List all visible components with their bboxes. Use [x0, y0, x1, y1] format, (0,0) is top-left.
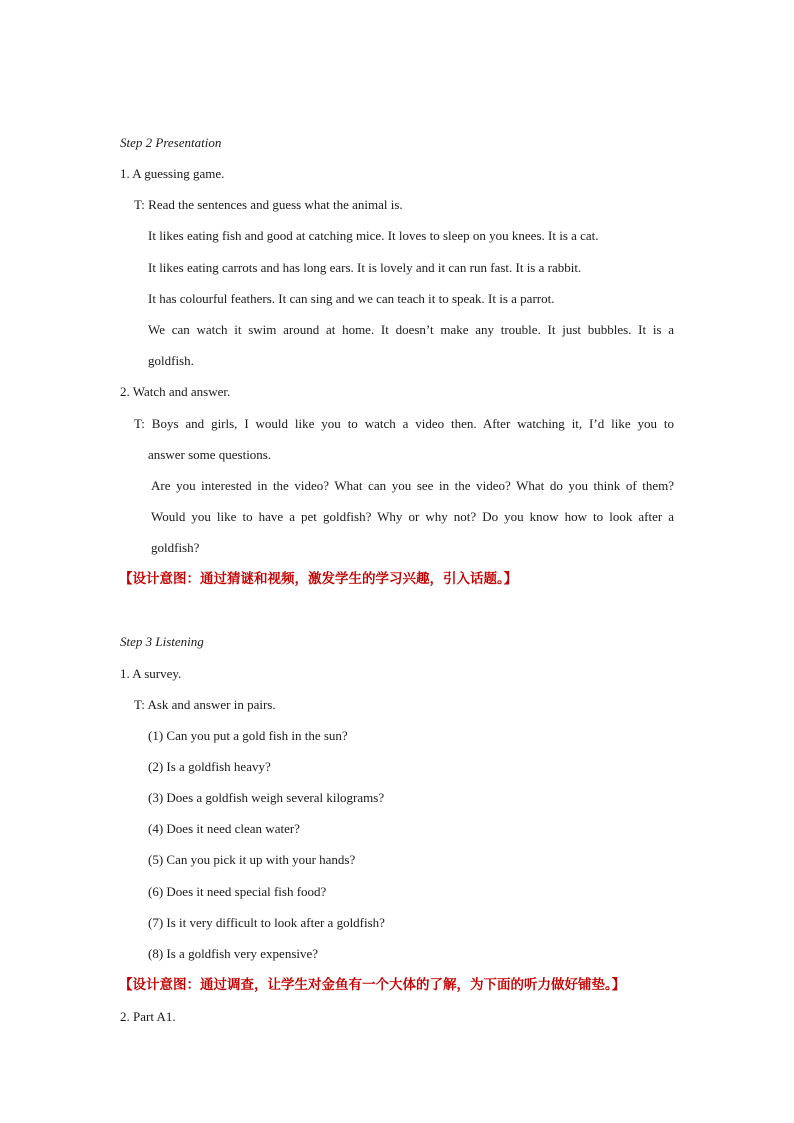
survey-question-5: (5) Can you pick it up with your hands?	[148, 852, 356, 867]
survey-question-2: (2) Is a goldfish heavy?	[148, 759, 271, 774]
step3-heading: Step 3 Listening	[120, 634, 204, 649]
step2-item2-instruction-cont: answer some questions.	[148, 447, 272, 462]
riddle-goldfish-cont: goldfish.	[148, 353, 194, 368]
survey-question-4: (4) Does it need clean water?	[148, 821, 300, 836]
step2-heading: Step 2 Presentation	[120, 135, 222, 150]
survey-question-1: (1) Can you put a gold fish in the sun?	[148, 728, 348, 743]
step2-item1-instruction: T: Read the sentences and guess what the animal is.	[134, 197, 403, 212]
video-questions-1: Are you interested in the video? What can you see in the video? What do you think of them?	[151, 478, 674, 493]
video-questions-2: Would you like to have a pet goldfish? Why or why not? Do you know how to look after a	[151, 509, 674, 524]
survey-question-7: (7) Is it very difficult to look after a goldfish?	[148, 915, 385, 930]
survey-question-3: (3) Does a goldfish weigh several kilograms?	[148, 790, 385, 805]
riddle-cat: It likes eating fish and good at catching mice. It loves to sleep on you knees. It is a cat.	[148, 228, 599, 243]
step2-item2-instruction: T: Boys and girls, I would like you to watch a video then. After watching it, I’d like you to	[134, 416, 674, 431]
step3-item2-title: 2. Part A1.	[120, 1009, 176, 1024]
step3-design-intent: 【设计意图：通过调查，让学生对金鱼有一个大体的了解，为下面的听力做好铺垫。】	[119, 977, 626, 993]
step2-design-intent: 【设计意图：通过猜谜和视频，激发学生的学习兴趣，引入话题。】	[119, 571, 518, 587]
survey-question-8: (8) Is a goldfish very expensive?	[148, 946, 319, 961]
riddle-goldfish: We can watch it swim around at home. It doesn’t make any trouble. It just bubbles. It is a	[148, 322, 674, 337]
video-questions-3: goldfish?	[151, 540, 200, 555]
riddle-rabbit: It likes eating carrots and has long ears. It is lovely and it can run fast. It is a rabbit.	[148, 260, 582, 275]
step3-item1-title: 1. A survey.	[120, 666, 182, 681]
step2-item1-title: 1. A guessing game.	[120, 166, 225, 181]
survey-question-6: (6) Does it need special fish food?	[148, 884, 327, 899]
step2-item2-title: 2. Watch and answer.	[120, 384, 231, 399]
step3-item1-instruction: T: Ask and answer in pairs.	[134, 697, 276, 712]
riddle-parrot: It has colourful feathers. It can sing and we can teach it to speak. It is a parrot.	[148, 291, 555, 306]
